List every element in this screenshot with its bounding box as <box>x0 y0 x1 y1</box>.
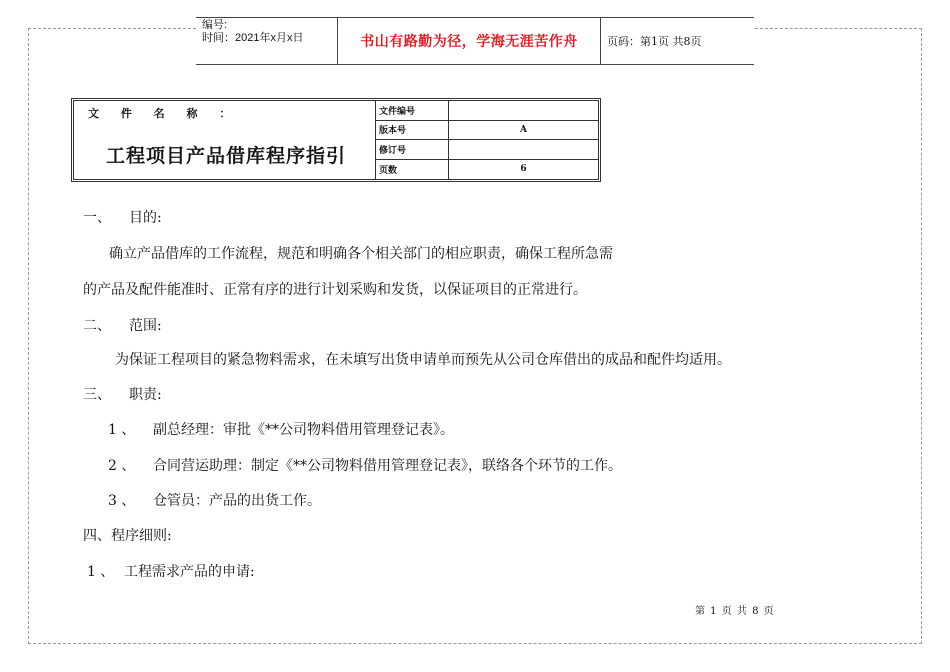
section-2-body: 为保证工程项目的紧急物料需求，在未填写出货申请单而预先从公司仓库借出的成品和配件均适用。 <box>115 352 731 368</box>
document-info-table <box>71 98 601 182</box>
list-item <box>108 492 321 510</box>
list-item <box>108 421 454 439</box>
header-motto: 书山有路勤为径，学海无涯苦作舟 <box>360 34 578 50</box>
section-4-sub-number: 1 、 <box>87 564 115 580</box>
section-1-body-line-1: 确立产品借库的工作流程，规范和明确各个相关部门的相应职责，确保工程所急需 <box>109 246 613 262</box>
list-item-text: 合同营运助理：制定《**公司物料借用管理登记表》，联络各个环节的工作。 <box>153 458 622 474</box>
document-title: 工程项目产品借库程序指引 <box>106 145 347 167</box>
meta-value-file-number <box>449 101 598 121</box>
meta-value-pages: 6 <box>520 164 527 175</box>
meta-key-pages: 页数 <box>376 160 449 180</box>
page-header <box>196 17 754 65</box>
filename-label: 文 件 名 称 ： <box>88 107 240 120</box>
meta-value-revision <box>449 140 598 160</box>
section-1-body-line-2: 的产品及配件能准时、正常有序的进行计划采购和发货，以保证项目的正常进行。 <box>83 282 587 298</box>
page-border-top-left <box>28 28 196 29</box>
section-1-number: 一、 <box>83 210 111 226</box>
header-number-label: 编号: <box>202 19 228 31</box>
section-3-title: 职责: <box>129 387 162 403</box>
section-4-sub-title: 工程需求产品的申请: <box>124 564 255 580</box>
footer-page-number: 第 1 页 共 8 页 <box>695 606 775 617</box>
header-page-label: 页码：第1页 共8页 <box>607 35 702 48</box>
header-time-label: 时间：2021年x月x日 <box>202 32 304 44</box>
section-2-heading <box>83 317 162 335</box>
document-meta-grid <box>376 101 598 179</box>
list-item-number: 3 、 <box>108 493 136 509</box>
section-4-heading: 四、程序细则: <box>83 528 172 544</box>
meta-key-version: 版本号 <box>376 121 449 141</box>
section-2-number: 二、 <box>83 318 111 334</box>
section-3-heading <box>83 386 162 404</box>
meta-value-version: A <box>449 121 598 141</box>
list-item-text: 副总经理：审批《**公司物料借用管理登记表》。 <box>153 422 454 438</box>
header-page-cell <box>601 18 754 64</box>
meta-key-file-number: 文件编号 <box>376 101 449 121</box>
list-item-number: 1 、 <box>108 422 136 438</box>
section-3-number: 三、 <box>83 387 111 403</box>
document-title-cell <box>74 101 376 179</box>
list-item-number: 2 、 <box>108 458 136 474</box>
section-1-heading <box>83 209 162 227</box>
section-2-title: 范围: <box>129 318 162 334</box>
header-meta <box>196 18 338 64</box>
meta-key-revision: 修订号 <box>376 140 449 160</box>
section-4-subheading <box>87 563 255 581</box>
list-item <box>108 457 622 475</box>
list-item-text: 仓管员：产品的出货工作。 <box>153 493 321 509</box>
header-motto-cell <box>338 18 601 64</box>
section-1-title: 目的: <box>129 210 162 226</box>
page-border-top-right <box>755 28 922 29</box>
